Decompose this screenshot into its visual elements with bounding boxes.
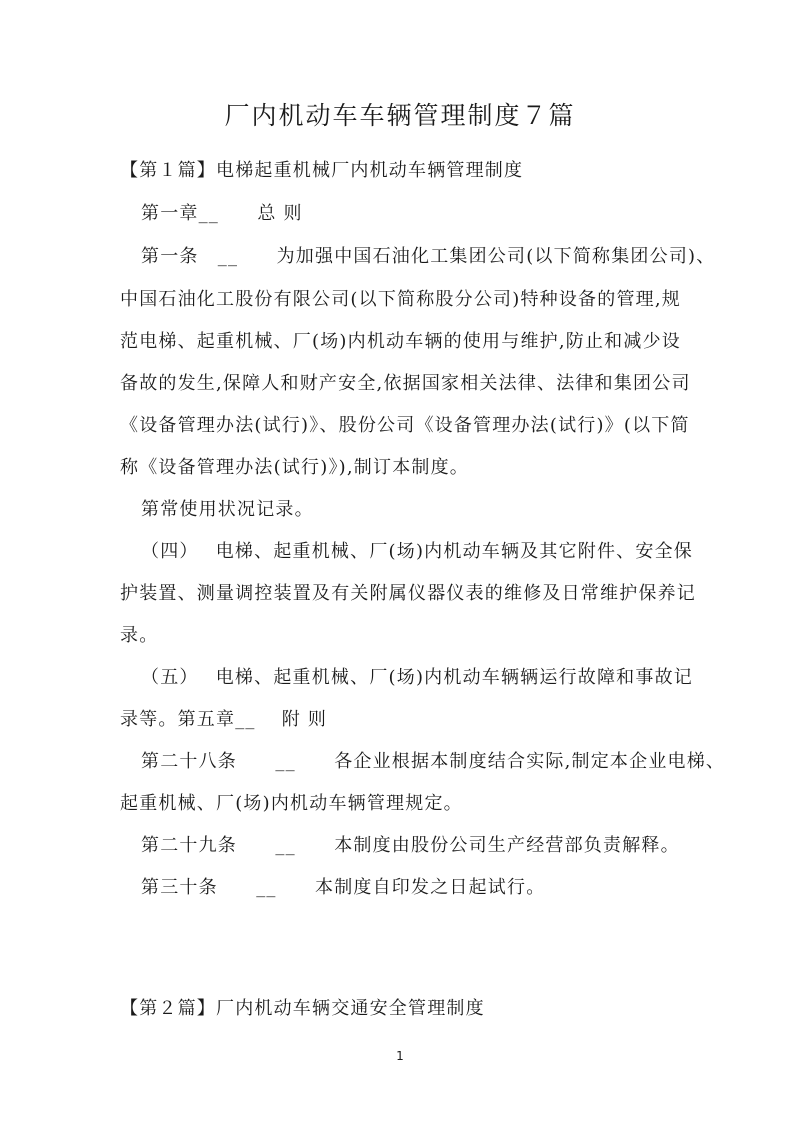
document-title: 厂内机动车车辆管理制度７篇 bbox=[224, 101, 576, 130]
paragraph-line: （五） 电梯、起重机械、厂(场)内机动车辆辆运行故障和事故记 bbox=[141, 667, 693, 688]
paragraph-line: 范电梯、起重机械、厂(场)内机动车辆的使用与维护,防止和减少设 bbox=[120, 331, 681, 352]
paragraph-line: （四） 电梯、起重机械、厂(场)内机动车辆及其它附件、安全保 bbox=[141, 541, 693, 562]
paragraph-line: 第三十条 __ 本制度自印发之日起试行。 bbox=[141, 877, 546, 898]
paragraph-line: 备故的发生,保障人和财产安全,依据国家相关法律、法律和集团公司 bbox=[120, 373, 691, 394]
paragraph-line: 录等。第五章__ 附 则 bbox=[120, 709, 328, 730]
paragraph-line: 《设备管理办法(试行)》、股份公司《设备管理办法(试行)》(以下简 bbox=[120, 415, 690, 436]
paragraph-line: 第二十九条 __ 本制度由股份公司生产经营部负责解释。 bbox=[141, 835, 680, 856]
page-number: 1 bbox=[396, 1049, 404, 1063]
paragraph-line: 称《设备管理办法(试行)》),制订本制度。 bbox=[120, 457, 469, 478]
paragraph-line: 第二十八条 __ 各企业根据本制度结合实际,制定本企业电梯、 bbox=[141, 751, 726, 772]
paragraph-line: 起重机械、厂(场)内机动车辆管理规定。 bbox=[120, 793, 463, 814]
section-heading-1: 【第１篇】电梯起重机械厂内机动车辆管理制度 bbox=[120, 160, 524, 181]
section-heading-2: 【第２篇】厂内机动车辆交通安全管理制度 bbox=[120, 998, 485, 1019]
paragraph-line: 第常使用状况记录。 bbox=[141, 499, 314, 520]
paragraph-line: 中国石油化工股份有限公司(以下简称股分公司)特种设备的管理,规 bbox=[120, 289, 681, 310]
paragraph-line: 录。 bbox=[120, 625, 159, 646]
chapter-heading: 第一章__ 总 则 bbox=[141, 203, 303, 224]
paragraph-line: 第一条 __ 为加强中国石油化工集团公司(以下简称集团公司)、 bbox=[141, 246, 716, 267]
paragraph-line: 护装置、测量调控装置及有关附属仪器仪表的维修及日常维护保养记 bbox=[120, 583, 696, 604]
